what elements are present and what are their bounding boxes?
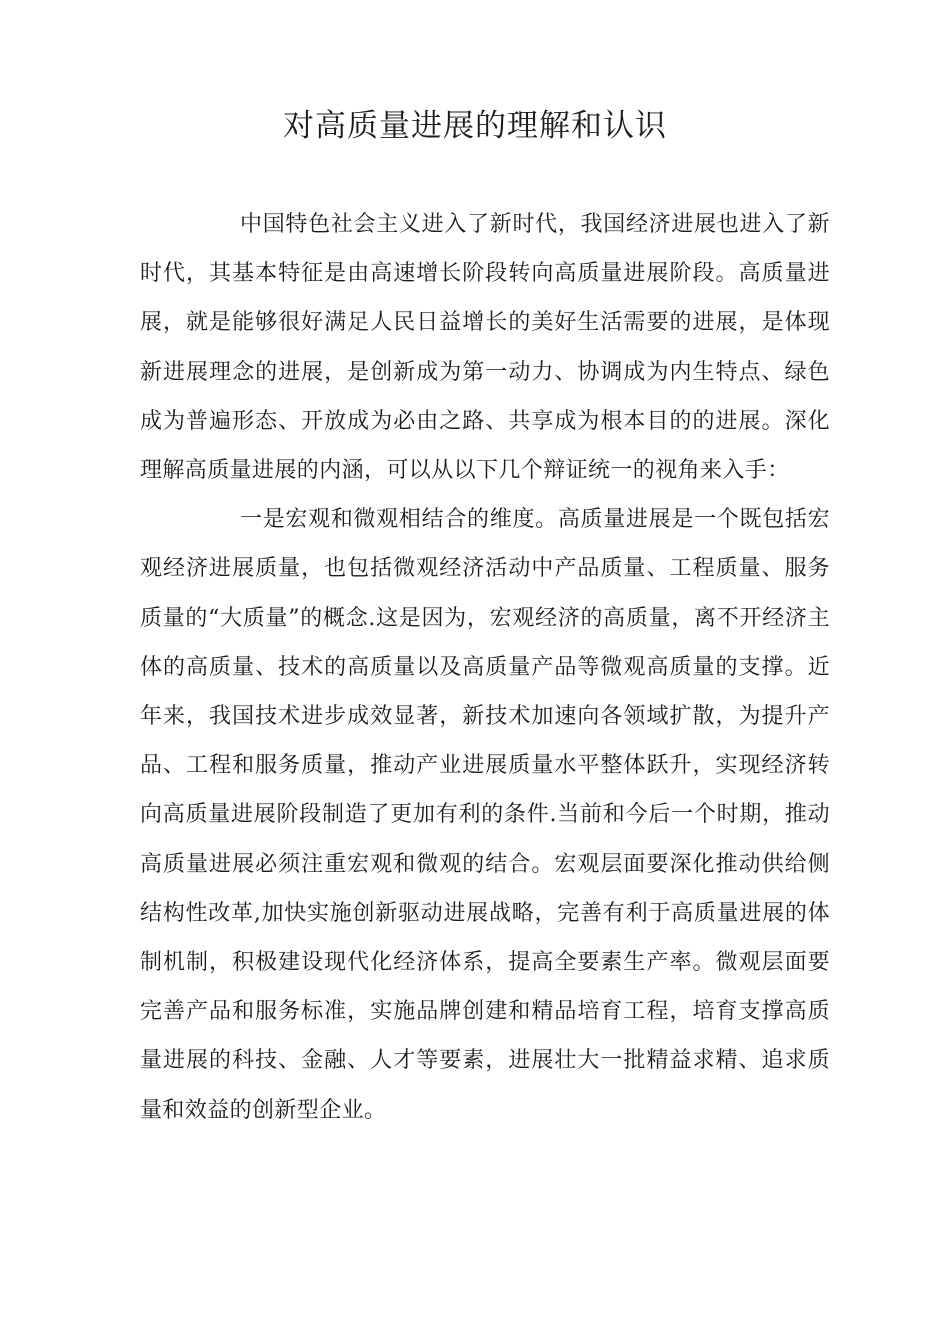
document-title: 对高质量进展的理解和认识 [283, 108, 667, 144]
paragraph-macro-micro: 一是宏观和微观相结合的维度。高质量进展是一个既包括宏观经济进展质量，也包括微观经济活动中产品质量、工程质量、服务质量的“大质量”的概念.这是因为，宏观经济的高质量，离不开经济主体的高质量、技术的高质量以及高质量产品等微观高质量的支撑。近年来，我国技术进步成效显著，新技术加速向各领域扩散，为提升产品、工程和服务质量，推动产业进展质量水平整体跃升，实现经济转向高质量进展阶段制造了更加有利的条件.当前和今后一个时期，推动高质量进展必须注重宏观和微观的结合。宏观层面要深化推动供给侧结构性改革,加快实施创新驱动进展战略，完善有利于高质量进展的体制机制，积极建设现代化经济体系，提高全要素生产率。微观层面要完善产品和服务标准，实施品牌创建和精品培育工程，培育支撑高质量进展的科技、金融、人才等要素，进展壮大一批精益求精、追求质量和效益的创新型企业。 [140, 507, 830, 1123]
paragraph-intro: 中国特色社会主义进入了新时代，我国经济进展也进入了新时代，其基本特征是由高速增长阶段转向高质量进展阶段。高质量进展，就是能够很好满足人民日益增长的美好生活需要的进展，是体现新进展理念的进展，是创新成为第一动力、协调成为内生特点、绿色成为普遍形态、开放成为必由之路、共享成为根本目的的进展。深化理解高质量进展的内涵，可以从以下几个辩证统一的视角来入手： [140, 212, 830, 484]
document-body [140, 200, 830, 1135]
